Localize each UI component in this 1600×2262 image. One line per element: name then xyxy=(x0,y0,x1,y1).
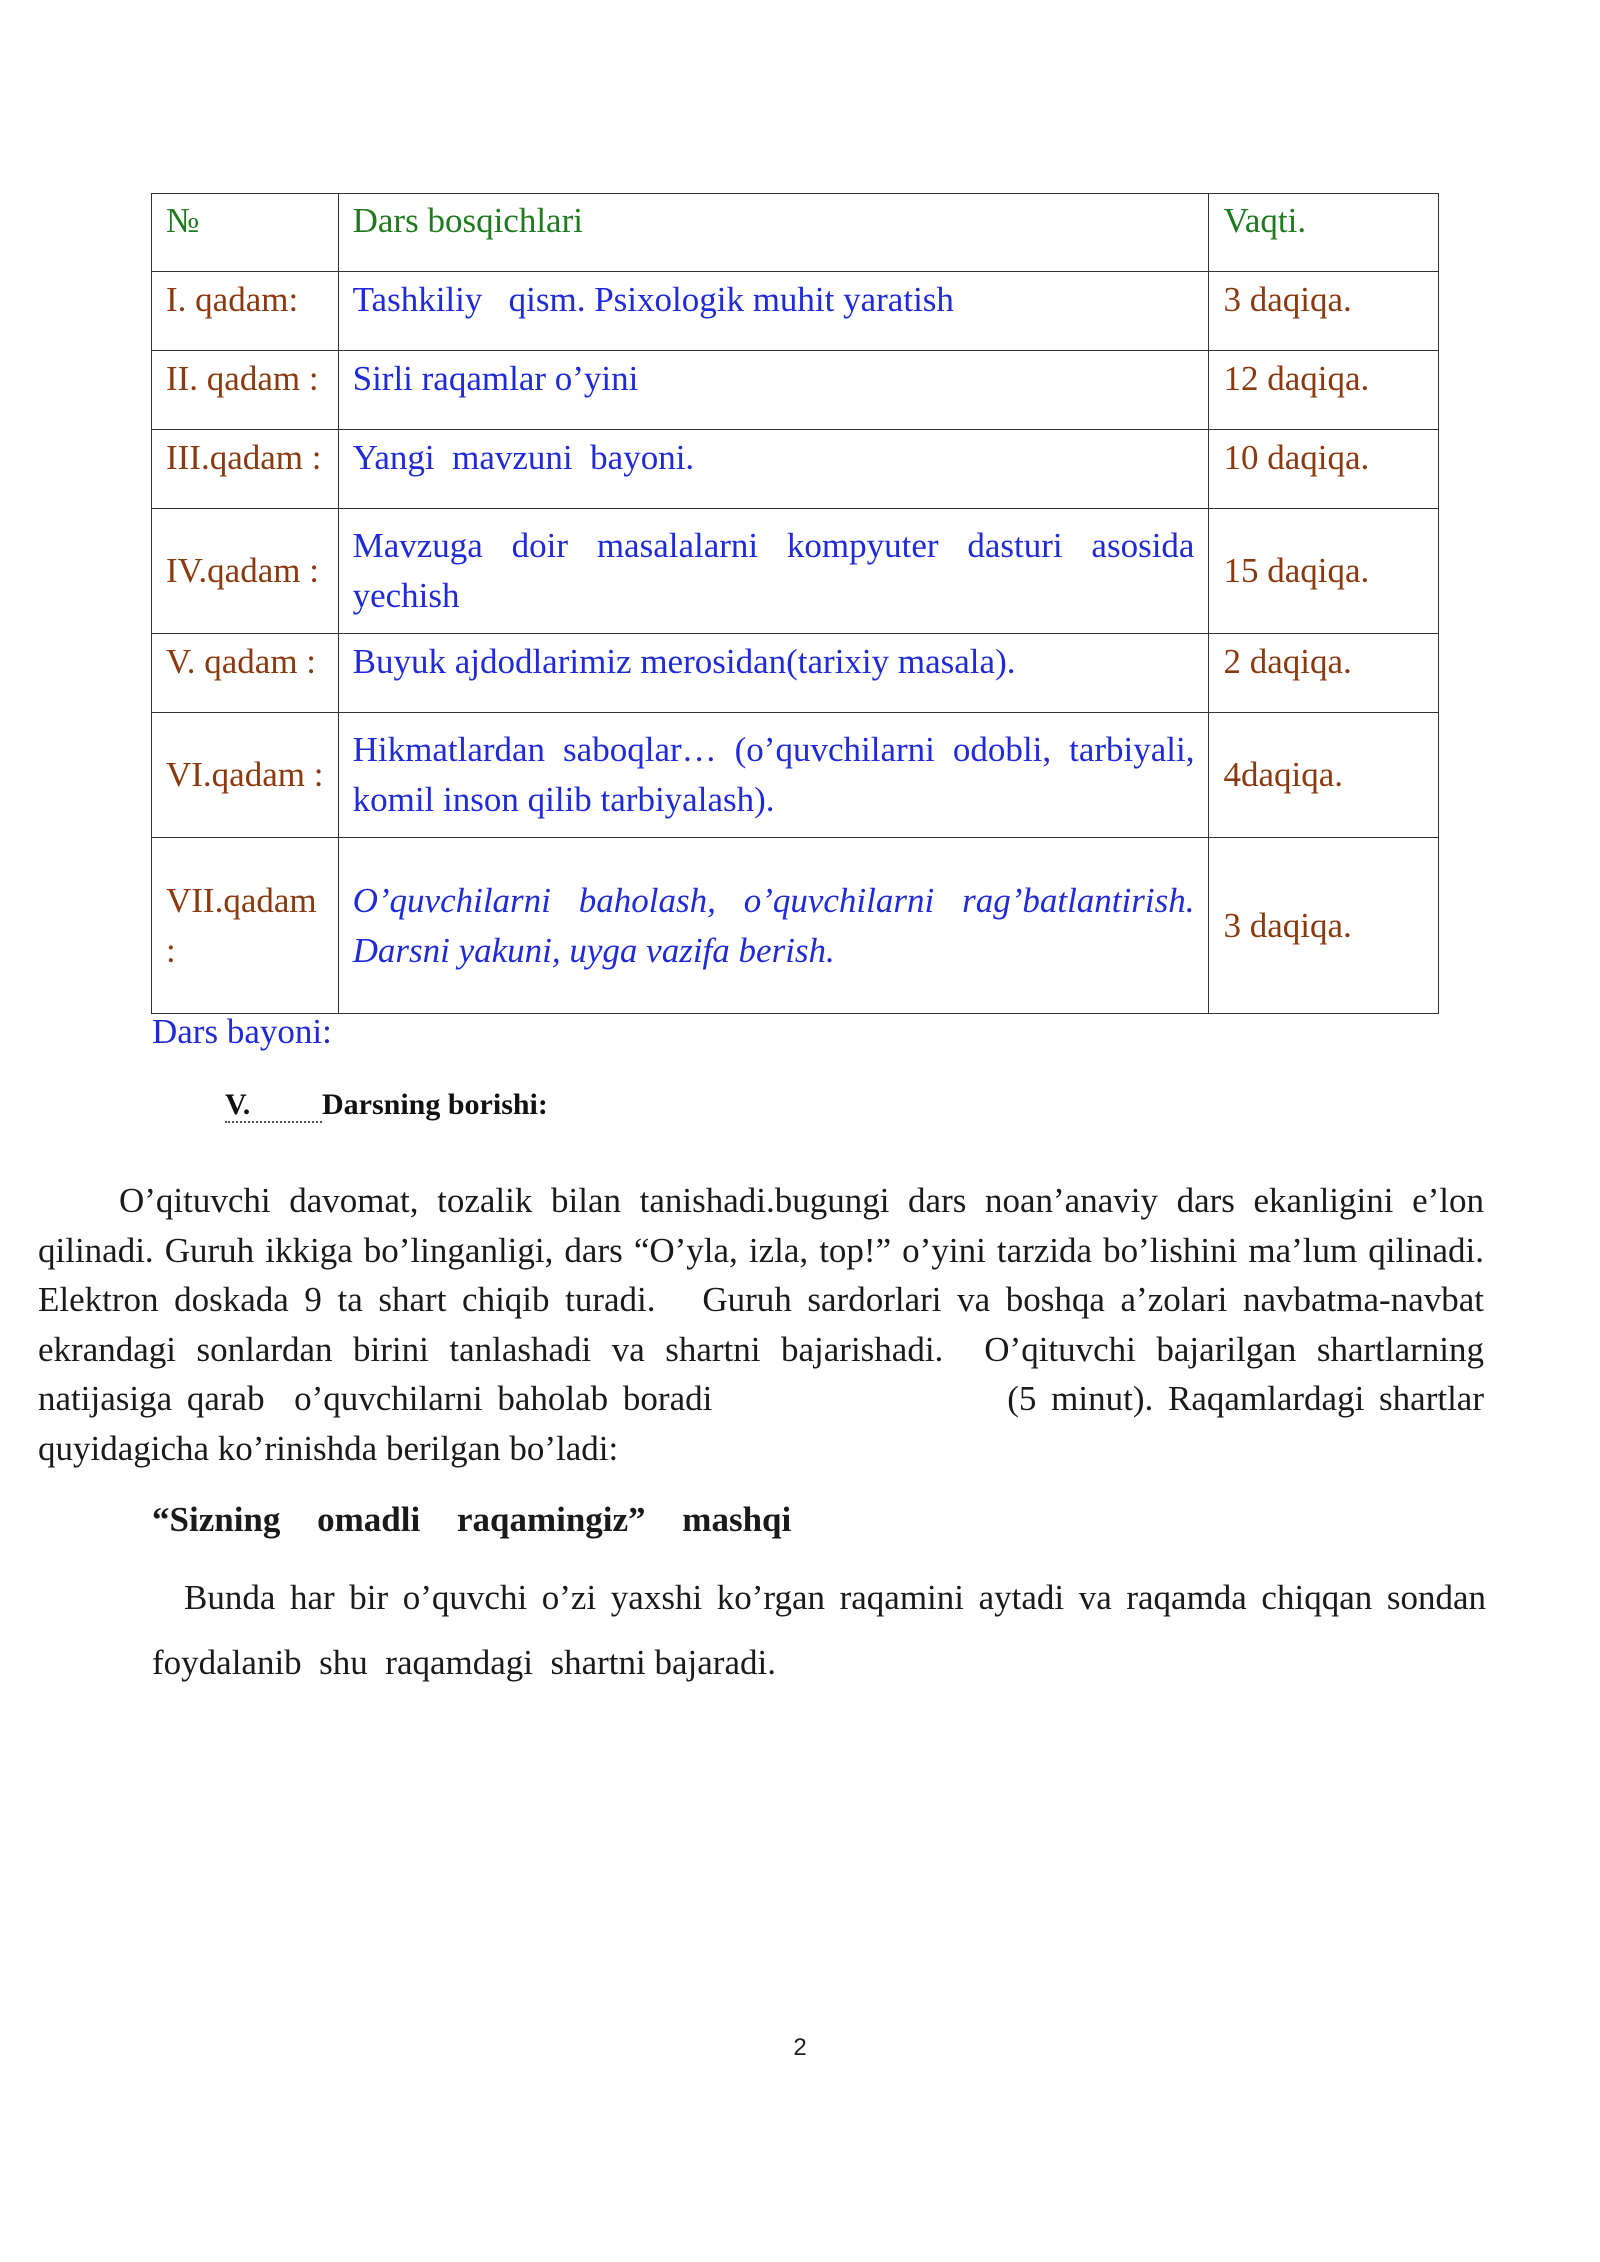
step-time: 2 daqiqa. xyxy=(1209,634,1439,713)
step-description: Sirli raqamlar o’yini xyxy=(338,351,1209,430)
page-number: 2 xyxy=(793,2034,807,2061)
step-description: Hikmatlardan saboqlar… (o’quvchilarni odobli, tarbiyali, komil inson qilib tarbiyalash). xyxy=(338,713,1209,838)
step-time: 4daqiqa. xyxy=(1209,713,1439,838)
table-row xyxy=(152,713,1439,838)
section-title: Darsning borishi: xyxy=(322,1088,548,1121)
step-description: Yangi mavzuni bayoni. xyxy=(338,430,1209,509)
step-description: Mavzuga doir masalalarni kompyuter dasturi asosida yechish xyxy=(338,509,1209,634)
step-label: II. qadam : xyxy=(152,351,339,430)
section-number: V. xyxy=(225,1089,322,1123)
step-time: 15 daqiqa. xyxy=(1209,509,1439,634)
table-row xyxy=(152,509,1439,634)
table-row xyxy=(152,272,1439,351)
exercise-body: Bunda har bir o’quvchi o’zi yaxshi ko’rgan raqamini aytadi va raqamda chiqqan sondan foydalanib shu raqamdagi shartni bajaradi. xyxy=(152,1578,1504,1682)
lesson-plan-table xyxy=(151,193,1439,1014)
step-label: III.qadam : xyxy=(152,430,339,509)
lesson-description-label: Dars bayoni: xyxy=(152,1012,332,1051)
step-description: Buyuk ajdodlarimiz merosidan(tarixiy masala). xyxy=(338,634,1209,713)
step-label: I. qadam: xyxy=(152,272,339,351)
step-label: V. qadam : xyxy=(152,634,339,713)
step-time: 3 daqiqa. xyxy=(1209,838,1439,1014)
step-label: VII.qadam : xyxy=(152,838,339,1014)
step-description: Tashkiliy qism. Psixologik muhit yaratish xyxy=(338,272,1209,351)
exercise-title: “Sizning omadli raqamingiz” mashqi xyxy=(152,1500,792,1539)
step-label: VI.qadam : xyxy=(152,713,339,838)
table-row xyxy=(152,838,1439,1014)
step-time: 3 daqiqa. xyxy=(1209,272,1439,351)
table-row xyxy=(152,351,1439,430)
table-row xyxy=(152,634,1439,713)
table-row xyxy=(152,430,1439,509)
step-description: O’quvchilarni baholash, o’quvchilarni rag’batlantirish. Darsni yakuni, uyga vazifa berish. xyxy=(338,838,1209,1014)
header-stages: Dars bosqichlari xyxy=(338,194,1209,272)
header-number: № xyxy=(152,194,339,272)
body-paragraph: O’qituvchi davomat, tozalik bilan tanishadi.bugungi dars noan’anaviy dars ekanligini e’lon qilinadi. Guruh ikkiga bo’linganligi, dars “O’yla, izla, top!” o’yini tarzida bo’lishini ma’lum qilinadi. Elektron doskada 9 ta shart chiqib turadi. Guruh sardorlari va boshqa a’zolari navbatma-navbat ekrandagi sonlardan birini tanlashadi va shartni bajarishadi. O’qituvchi bajarilgan shartlarning natijasiga qarab o’quvchilarni baholab boradi (5 minut). Raqamlardagi shartlar quyidagicha ko’rinishda berilgan bo’ladi: xyxy=(38,1181,1502,1468)
step-time: 10 daqiqa. xyxy=(1209,430,1439,509)
table-header-row xyxy=(152,194,1439,272)
header-time: Vaqti. xyxy=(1209,194,1439,272)
step-time: 12 daqiqa. xyxy=(1209,351,1439,430)
section-heading xyxy=(225,1088,548,1123)
step-label: IV.qadam : xyxy=(152,509,339,634)
